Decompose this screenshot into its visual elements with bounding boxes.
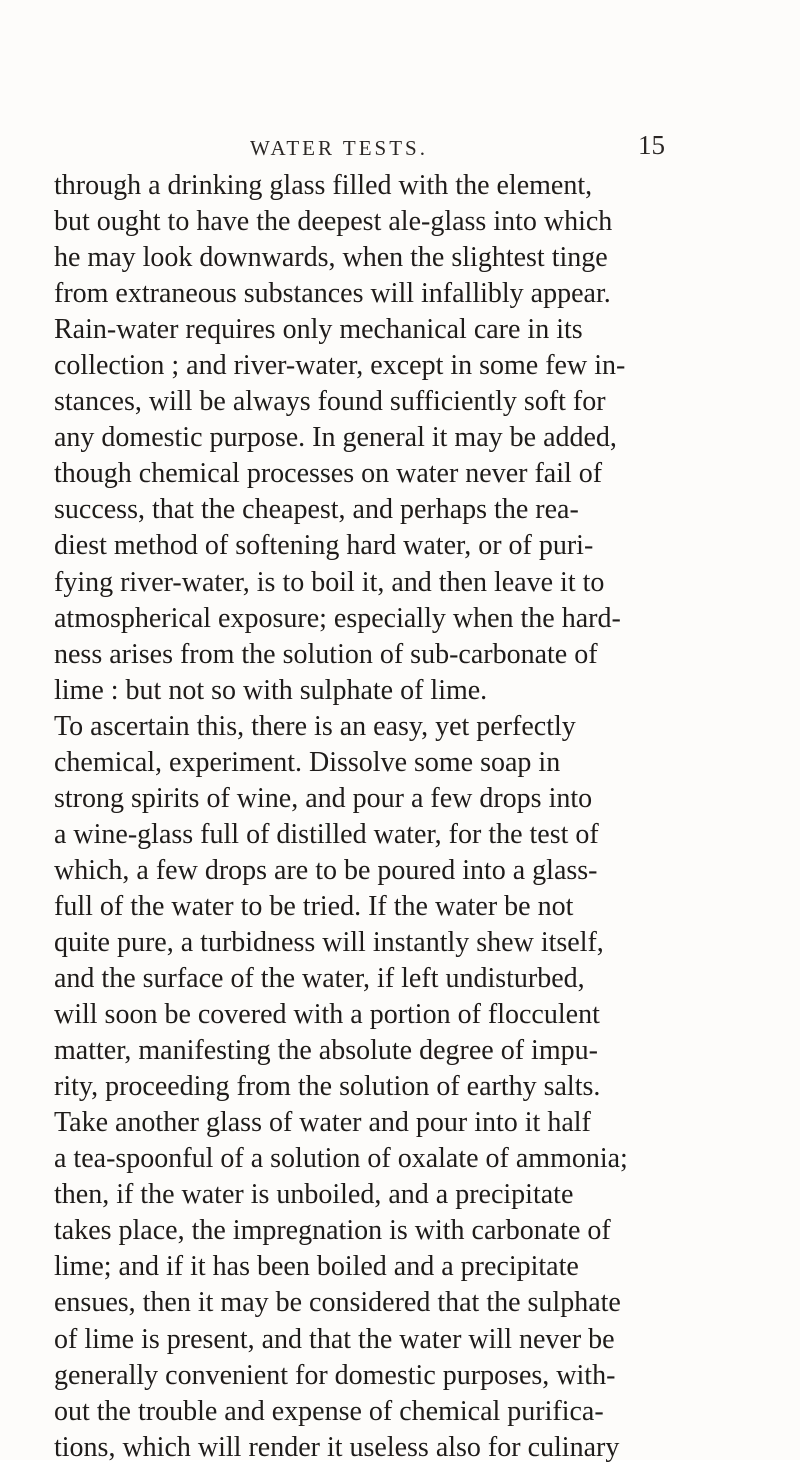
page-number: 15	[638, 130, 665, 160]
book-page: WATER TESTS. 15 through a drinking glass filled with the element, but ought to have the deepest ale-glass into which he may look downwards, when the slightest tinge from extraneous substances will infallibly appear. Rain-water requires only mechanical care in its collection ; and river-water, except in some few in- stances, will be always found sufficiently soft for any domestic purpose. In general it may be added, though chemical processes on water never fail of success, that the cheapest, and perhaps the rea- diest method of softening hard water, or of puri- fying river-water, is to boil it, and then leave it to atmospherical exposure; especially when the hard- ness arises from the solution of sub-carbonate of lime : but not so with sulphate of lime. To ascertain this, there is an easy, yet perfectly chemical, experiment. Dissolve some soap in strong spirits of wine, and pour a few drops into a wine-glass full of distilled water, for the test of which, a few drops are to be poured into a glass- full of the water to be tried. If the water be not quite pure, a turbidness will instantly shew itself, and the surface of the water, if left undisturbed, will soon be covered with a portion of flocculent matter, manifesting the absolute degree of impu- rity, proceeding from the solution of earthy salts. Take another glass of water and pour into it half a tea-spoonful of a solution of oxalate of ammonia; then, if the water is unboiled, and a precipitate takes place, the impregnation is with carbonate of lime; and if it has been boiled and a precipitate ensues, then it may be considered that the sulphate of lime is present, and that the water will never be generally convenient for domestic purposes, with- out the trouble and expense of chemical purifica- tions, which will render it useless also for culinary	[0, 0, 800, 1460]
running-head: WATER TESTS.	[250, 136, 428, 160]
